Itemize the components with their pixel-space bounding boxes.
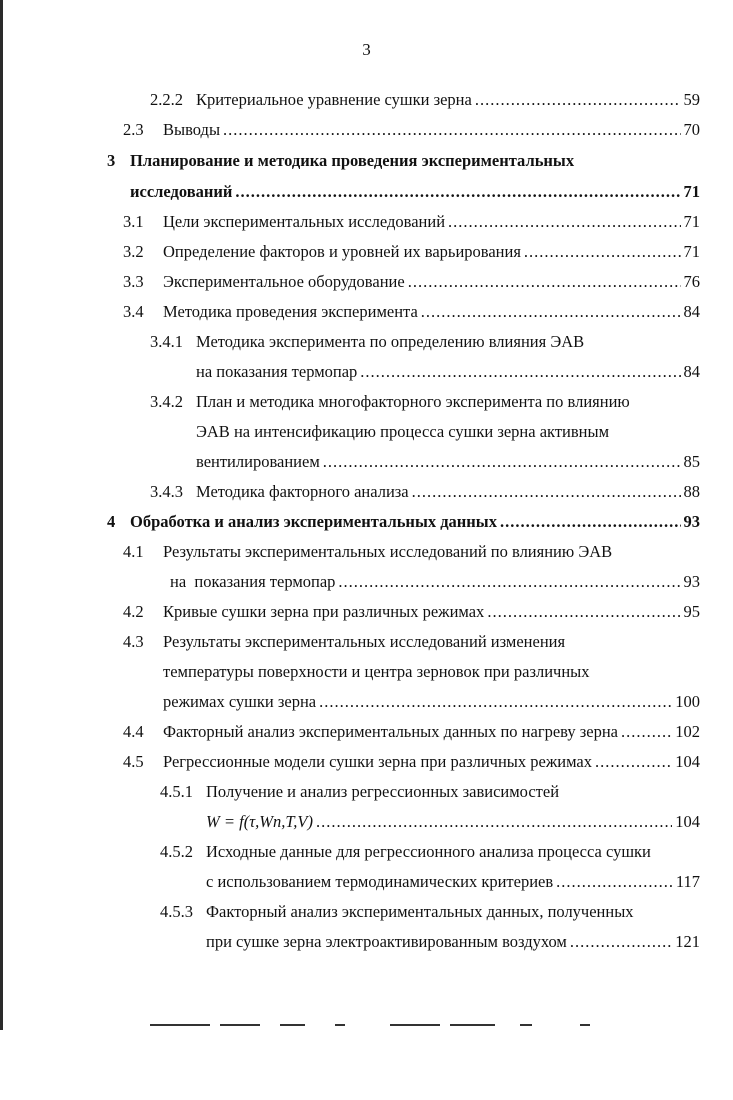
toc-entry-page: 71: [683, 212, 700, 231]
toc-entry-page: 93: [683, 512, 700, 531]
scan-artifact-marks: [150, 1024, 590, 1028]
toc-entry-title: Экспериментальное оборудование: [163, 272, 405, 291]
toc-entry: [123, 751, 700, 773]
toc-leader-dots: [235, 181, 680, 203]
toc-entry-title: на показания термопар: [170, 572, 336, 591]
toc-entry-title: Методика проведения эксперимента: [163, 302, 418, 321]
toc-entry: [123, 631, 565, 653]
toc-entry-title: Получение и анализ регрессионных зависимостей: [206, 782, 560, 801]
toc-entry-title: температуры поверхности и центра зерновок при различных: [163, 662, 590, 681]
toc-leader-dots: [524, 241, 681, 263]
toc-entry-page: 100: [675, 692, 700, 711]
toc-entry-page: 102: [675, 722, 700, 741]
toc-entry-title: Факторный анализ экспериментальных данных, полученных: [206, 902, 634, 921]
toc-entry-page: 104: [675, 752, 700, 771]
toc-entry-title: исследований: [130, 182, 233, 201]
toc-entry-page: 76: [683, 272, 700, 291]
toc-entry-title: Планирование и методика проведения экспериментальных: [130, 151, 575, 170]
toc-leader-dots: [621, 721, 672, 743]
toc-leader-dots: [595, 751, 672, 773]
toc-entry-number: 4: [107, 512, 116, 531]
toc-entry-title: Методика эксперимента по определению влияния ЭАВ: [196, 332, 585, 351]
toc-leader-dots: [487, 601, 680, 623]
toc-entry-continuation: [196, 361, 700, 383]
toc-entry-title: ЭАВ на интенсификацию процесса сушки зерна активным: [196, 422, 610, 441]
toc-entry-title: при сушке зерна электроактивированным воздухом: [206, 932, 567, 951]
toc-entry-number: 4.4: [123, 722, 144, 741]
page-number: 3: [362, 40, 371, 59]
toc-entry-continuation: [170, 571, 700, 593]
toc-entry-page: 121: [675, 932, 700, 951]
toc-entry-page: 84: [683, 302, 700, 321]
toc-leader-dots: [408, 271, 681, 293]
toc-entry-number: 4.2: [123, 602, 144, 621]
toc-entry-title: Цели экспериментальных исследований: [163, 212, 446, 231]
toc-leader-dots: [223, 119, 680, 141]
toc-entry-continuation: [196, 421, 609, 443]
toc-leader-dots: [316, 811, 672, 833]
toc-entry: [123, 119, 700, 141]
toc-entry-continuation: [206, 871, 700, 893]
toc-entry-number: 4.5.1: [160, 782, 193, 801]
toc-entry: [123, 721, 700, 743]
toc-entry: [160, 781, 559, 803]
toc-chapter-heading: [107, 511, 700, 533]
toc-entry-continuation: [196, 451, 700, 473]
toc-entry-page: 71: [683, 182, 700, 201]
toc-entry: [123, 271, 700, 293]
toc-entry-formula: W = f(τ,Wn,T,V): [206, 812, 314, 831]
toc-entry-number: 4.5: [123, 752, 144, 771]
scan-edge: [0, 0, 3, 1030]
toc-entry-number: 3.3: [123, 272, 144, 291]
toc-entry-title: Обработка и анализ экспериментальных данных: [130, 512, 497, 531]
toc-entry: [160, 901, 634, 923]
toc-entry-number: 3.4: [123, 302, 144, 321]
toc-entry: [150, 481, 700, 503]
toc-chapter-heading: [107, 150, 574, 172]
toc-entry-page: 93: [683, 572, 700, 591]
toc-entry: [150, 89, 700, 111]
toc-entry: [123, 541, 612, 563]
toc-entry-continuation: [163, 691, 700, 713]
toc-entry-title: Результаты экспериментальных исследований по влиянию ЭАВ: [163, 542, 613, 561]
toc-entry-page: 117: [675, 872, 700, 891]
toc-entry-number: 4.3: [123, 632, 144, 651]
toc-leader-dots: [475, 89, 681, 111]
toc-entry-number: 3.4.1: [150, 332, 183, 351]
toc-entry: [123, 301, 700, 323]
toc-entry-number: 3: [107, 151, 116, 170]
toc-entry-number: 2.3: [123, 120, 144, 139]
toc-chapter-heading-continuation: [130, 181, 700, 203]
toc-entry-title: вентилированием: [196, 452, 320, 471]
toc-entry-page: 84: [683, 362, 700, 381]
toc-entry-title: режимах сушки зерна: [163, 692, 317, 711]
toc-entry-page: 71: [683, 242, 700, 261]
toc-entry-number: 4.5.2: [160, 842, 193, 861]
toc-entry: [160, 841, 651, 863]
toc-entry-title: Методика факторного анализа: [196, 482, 409, 501]
toc-entry-page: 70: [683, 120, 700, 139]
toc-entry-title: Критериальное уравнение сушки зерна: [196, 90, 472, 109]
toc-leader-dots: [412, 481, 681, 503]
toc-entry-title: Результаты экспериментальных исследований изменения: [163, 632, 566, 651]
toc-entry-title: План и методика многофакторного эксперимента по влиянию: [196, 392, 630, 411]
toc-entry-title: Определение факторов и уровней их варьирования: [163, 242, 521, 261]
toc-leader-dots: [570, 931, 672, 953]
toc-entry-page: 95: [683, 602, 700, 621]
toc-entry-number: 3.1: [123, 212, 144, 231]
toc-entry-number: 3.4.2: [150, 392, 183, 411]
toc-entry-number: 3.4.3: [150, 482, 183, 501]
toc-leader-dots: [448, 211, 680, 233]
toc-entry-title: Кривые сушки зерна при различных режимах: [163, 602, 485, 621]
toc-leader-dots: [500, 511, 681, 533]
toc-entry-title: Выводы: [163, 120, 221, 139]
toc-entry-number: 4.5.3: [160, 902, 193, 921]
toc-entry-title: Регрессионные модели сушки зерна при различных режимах: [163, 752, 592, 771]
toc-entry-title: Факторный анализ экспериментальных данных по нагреву зерна: [163, 722, 619, 741]
toc-entry-page: 85: [683, 452, 700, 471]
toc-leader-dots: [556, 871, 673, 893]
toc-entry-title: с использованием термодинамических критериев: [206, 872, 554, 891]
toc-leader-dots: [338, 571, 680, 593]
toc-entry-title: Исходные данные для регрессионного анализа процесса сушки: [206, 842, 651, 861]
toc-entry-continuation: [163, 661, 590, 683]
toc-entry-page: 88: [683, 482, 700, 501]
toc-entry: [150, 391, 630, 413]
toc-entry-page: 59: [683, 90, 700, 109]
toc-entry-number: 4.1: [123, 542, 144, 561]
toc-leader-dots: [421, 301, 681, 323]
toc-leader-dots: [319, 691, 672, 713]
toc-entry-title: на показания термопар: [196, 362, 358, 381]
toc-entry: [123, 211, 700, 233]
toc-entry-page: 104: [675, 812, 700, 831]
toc-entry-number: 2.2.2: [150, 90, 183, 109]
toc-leader-dots: [360, 361, 680, 383]
toc-entry: [150, 331, 584, 353]
toc-entry-continuation: [206, 931, 700, 953]
toc-entry: [123, 601, 700, 623]
toc-leader-dots: [323, 451, 681, 473]
toc-entry: [123, 241, 700, 263]
toc-entry-number: 3.2: [123, 242, 144, 261]
toc-entry-continuation: [206, 811, 700, 833]
